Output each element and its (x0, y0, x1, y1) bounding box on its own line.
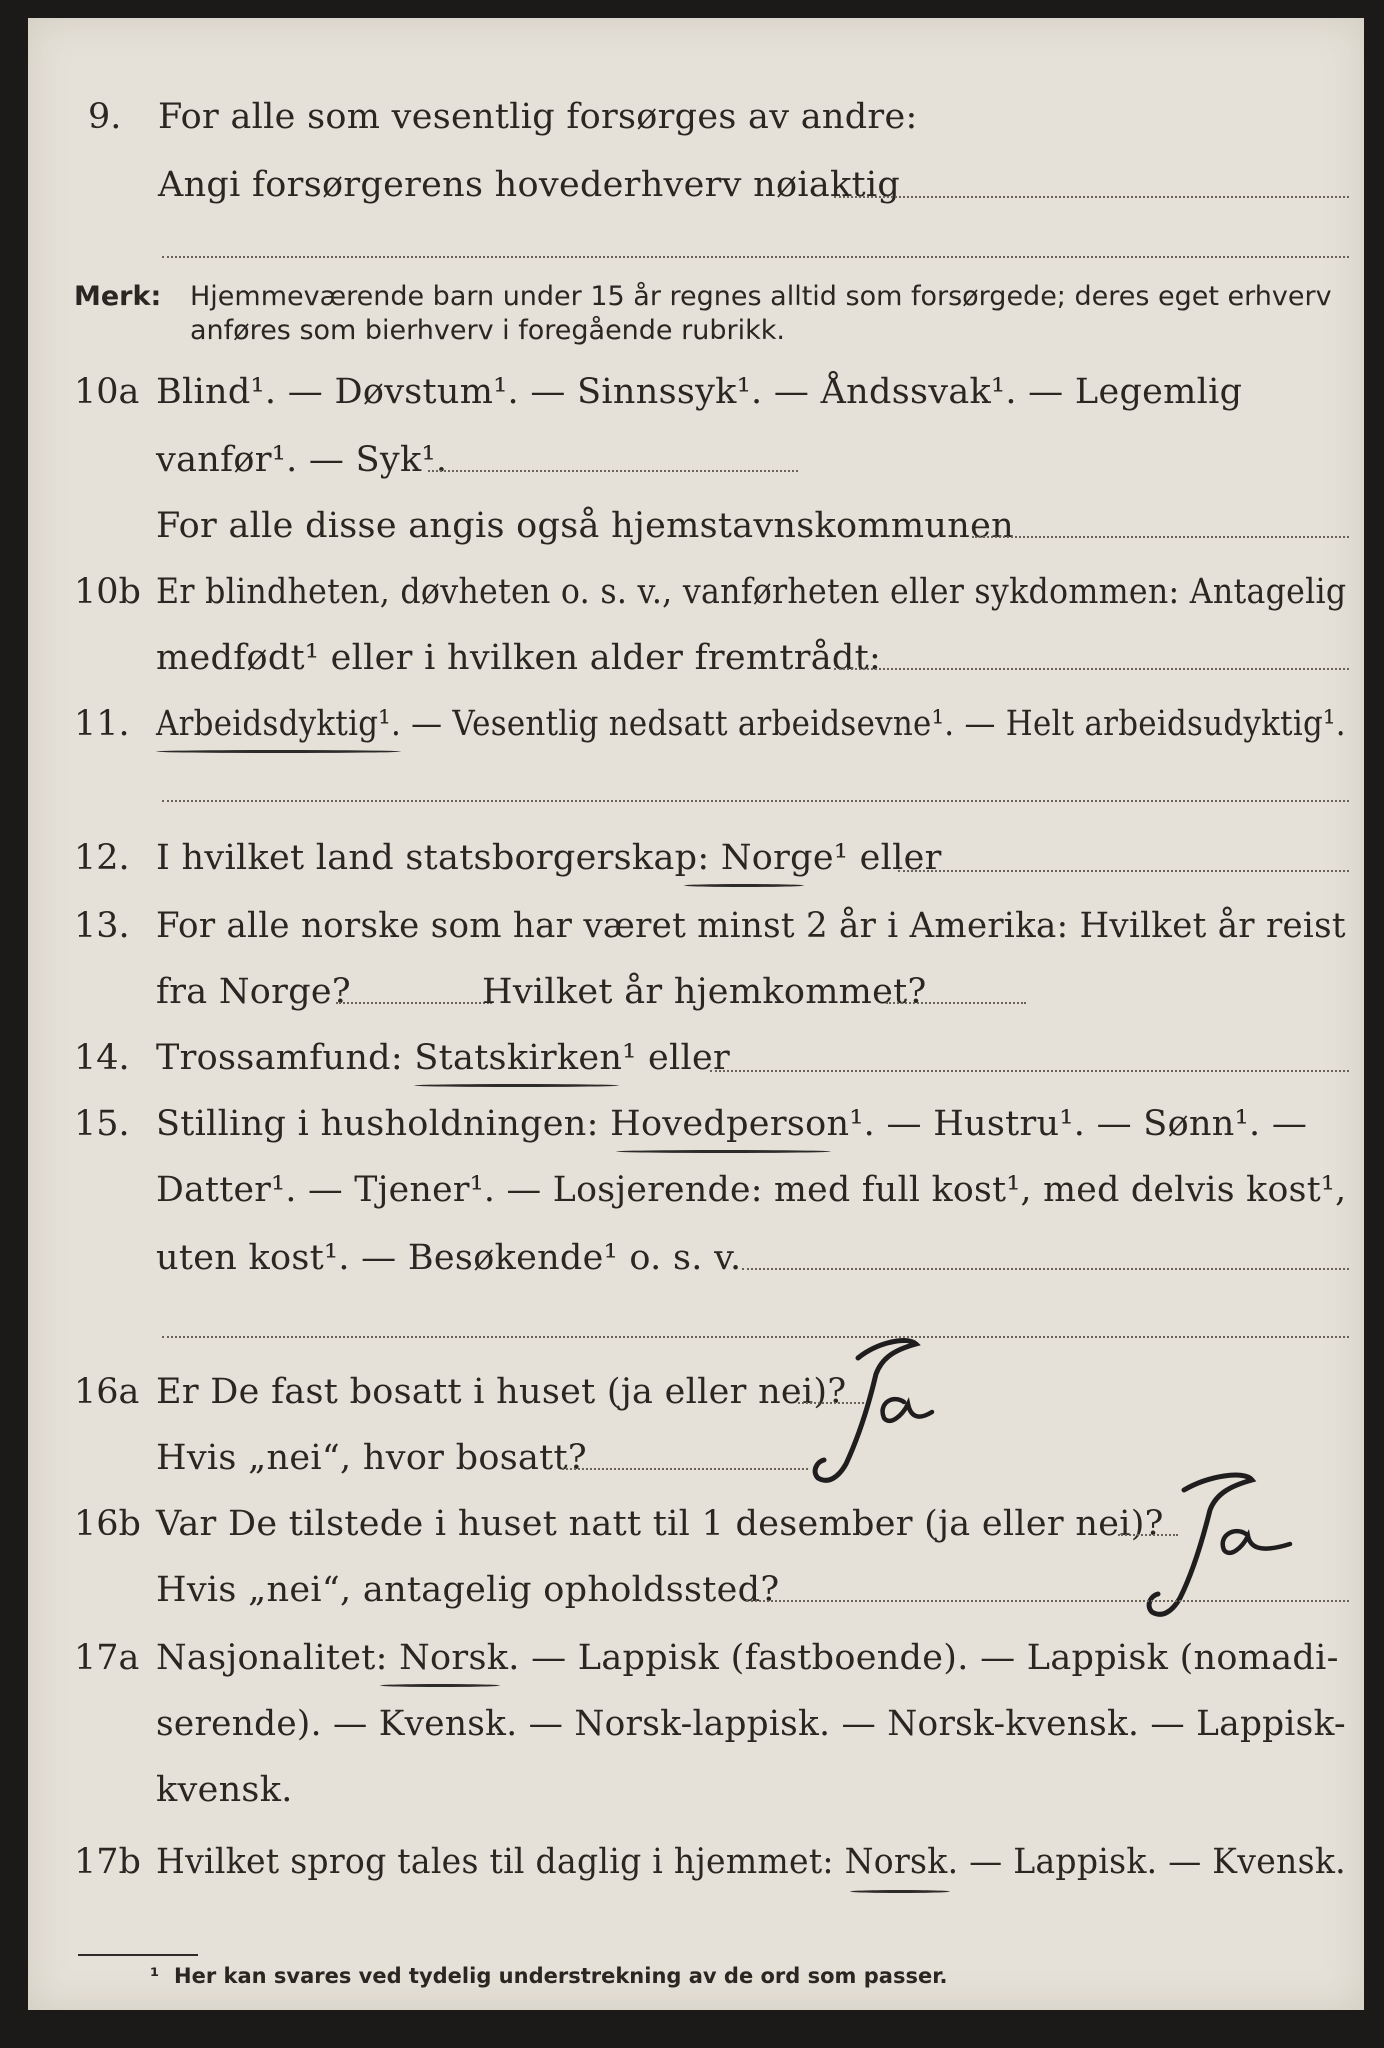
q15-handwritten-underline (616, 1150, 831, 1153)
q16b-handwritten-answer-ja (1118, 1462, 1318, 1632)
footnote-mark: ¹ (150, 1964, 160, 1988)
q13-return-line[interactable] (886, 1002, 1026, 1004)
item-number-12: 12. (74, 838, 130, 878)
q12-line1: I hvilket land statsborgerskap: Norge¹ eller (156, 838, 942, 878)
census-form-page (28, 18, 1364, 2010)
q10a-hometown-line[interactable] (972, 536, 1349, 538)
item-number-16a: 16a (74, 1372, 140, 1412)
q17a-line1: Nasjonalitet: Norsk. — Lappisk (fastboende). — Lappisk (nomadi- (156, 1638, 1339, 1678)
q10a-line2: vanfør¹. — Syk¹. (156, 440, 448, 480)
q16b-line1: Var De tilstede i huset natt til 1 desember (ja eller nei)? (156, 1504, 1164, 1544)
q15-answer-line-2[interactable] (162, 1336, 1349, 1338)
merk-line2: anføres som bierhverv i foregående rubrikk. (190, 315, 785, 346)
q9-answer-line-2[interactable] (162, 256, 1349, 258)
q10b-line1: Er blindheten, døvheten o. s. v., vanførheten eller sykdommen: Antagelig (156, 572, 1347, 612)
q13-line2b: Hvilket år hjemkommet? (482, 972, 927, 1012)
item-number-10a: 10a (74, 372, 140, 412)
item-number-13: 13. (74, 906, 130, 946)
q11-answer-line[interactable] (162, 800, 1349, 802)
q9-line2: Angi forsørgerens hovederhverv nøiaktig (158, 165, 901, 205)
q12-answer-line[interactable] (898, 870, 1349, 872)
q14-handwritten-underline (414, 1084, 619, 1087)
q17a-line3: kvensk. (156, 1770, 293, 1810)
q17a-line2: serende). — Kvensk. — Norsk-lappisk. — Norsk-kvensk. — Lappisk- (156, 1704, 1346, 1744)
q17a-handwritten-underline (380, 1684, 500, 1687)
item-number-11: 11. (74, 704, 130, 744)
q15-line1: Stilling i husholdningen: Hovedperson¹. — Hustru¹. — Sønn¹. — (156, 1104, 1308, 1144)
q17b-line1: Hvilket sprog tales til daglig i hjemmet: Norsk. — Lappisk. — Kvensk. (156, 1842, 1346, 1882)
q16a-line2: Hvis „nei“, hvor bosatt? (156, 1438, 587, 1478)
q16a-residence-line[interactable] (562, 1468, 808, 1470)
q16b-place-line[interactable] (746, 1600, 1349, 1602)
item-number-14: 14. (74, 1038, 130, 1078)
item-number-17a: 17a (74, 1638, 140, 1678)
item-number-9: 9. (88, 97, 122, 137)
q13-departure-line[interactable] (336, 1002, 492, 1004)
q10a-answer-line[interactable] (428, 470, 798, 472)
q10b-answer-line[interactable] (834, 668, 1349, 670)
q10a-line1: Blind¹. — Døvstum¹. — Sinnssyk¹. — Åndssvak¹. — Legemlig (156, 372, 1243, 412)
q14-line1: Trossamfund: Statskirken¹ eller (156, 1038, 731, 1078)
q10b-line2: medfødt¹ eller i hvilken alder fremtrådt: (156, 638, 882, 678)
q9-answer-line[interactable] (834, 196, 1349, 198)
footnote-text: Her kan svares ved tydelig understrekning av de ord som passer. (174, 1964, 948, 1988)
q13-line2a: fra Norge? (156, 972, 351, 1012)
item-number-15: 15. (74, 1104, 130, 1144)
q15-line3: uten kost¹. — Besøkende¹ o. s. v. (156, 1238, 742, 1278)
merk-label: Merk: (74, 281, 162, 312)
q17b-handwritten-underline (850, 1890, 950, 1893)
q16a-line1: Er De fast bosatt i huset (ja eller nei)? (156, 1372, 847, 1412)
q11-handwritten-underline (156, 750, 401, 753)
footnote-rule (78, 1954, 198, 1956)
item-number-16b: 16b (74, 1504, 141, 1544)
item-number-17b: 17b (74, 1842, 141, 1882)
q9-line1: For alle som vesentlig forsørges av andre: (158, 97, 918, 137)
merk-line1: Hjemmeværende barn under 15 år regnes alltid som forsørgede; deres eget erhverv (190, 281, 1332, 312)
q16a-handwritten-answer-ja (798, 1328, 958, 1498)
item-number-10b: 10b (74, 572, 141, 612)
q15-line2: Datter¹. — Tjener¹. — Losjerende: med full kost¹, med delvis kost¹, (156, 1170, 1347, 1210)
q15-answer-line[interactable] (742, 1268, 1349, 1270)
q13-line1: For alle norske som har været minst 2 år i Amerika: Hvilket år reist (156, 906, 1346, 946)
q12-handwritten-underline (684, 884, 804, 887)
q14-answer-line[interactable] (710, 1070, 1349, 1072)
q11-line1: Arbeidsdyktig¹. — Vesentlig nedsatt arbeidsevne¹. — Helt arbeidsudyktig¹. (156, 704, 1346, 744)
q16b-line2: Hvis „nei“, antagelig opholdssted? (156, 1570, 780, 1610)
q10a-line3: For alle disse angis også hjemstavnskommunen (156, 506, 1014, 546)
